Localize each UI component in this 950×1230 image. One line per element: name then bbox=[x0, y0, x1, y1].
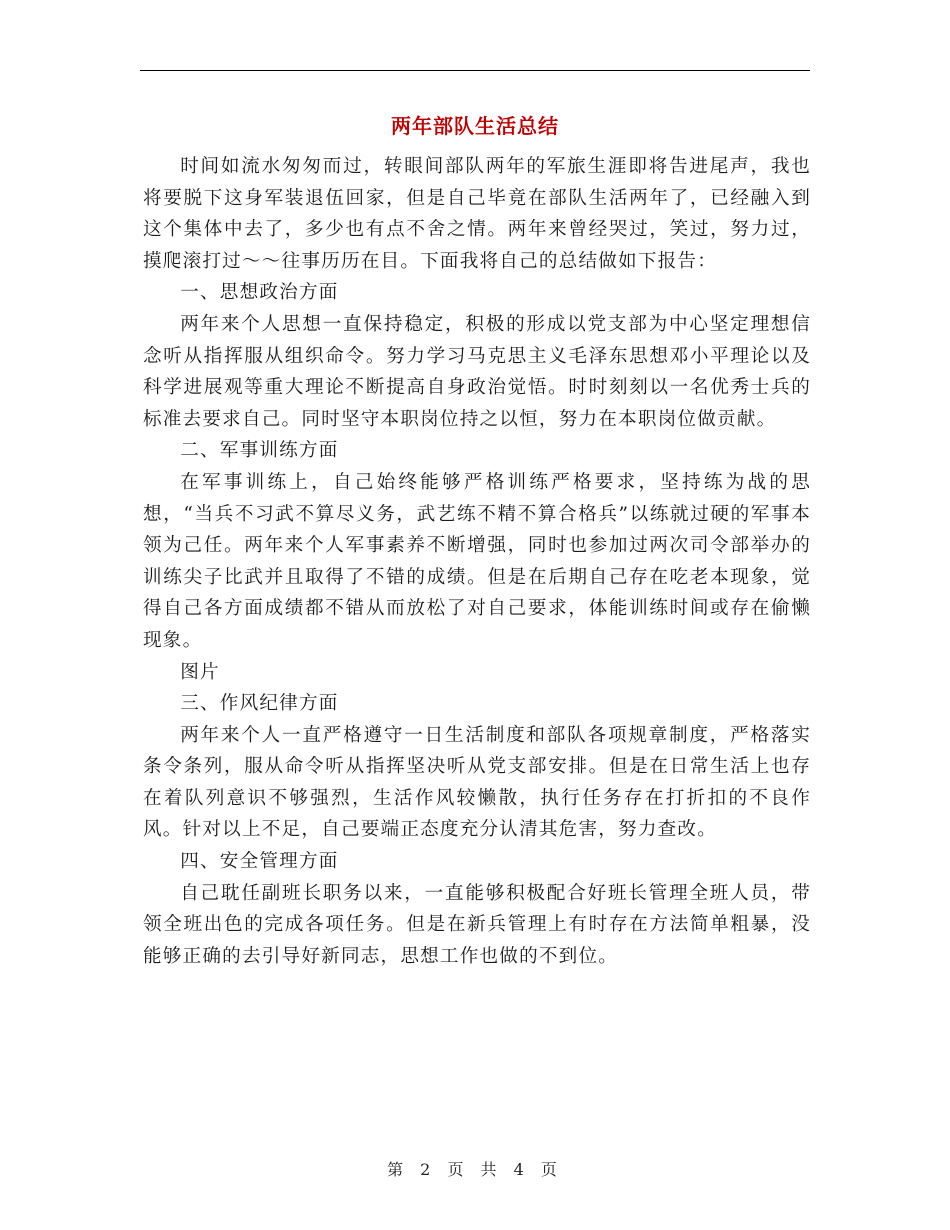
section-heading-political: 一、思想政治方面 bbox=[180, 282, 339, 304]
safety-paragraph: 自己耽任副班长职务以来，一直能够积极配合好班长管理全班人员，带领全班出色的完成各项任务。但是在新兵管理上有时存在方法简单粗暴，没能够正确的去引导好新同志，思想工作也做的不到位。 bbox=[143, 882, 811, 967]
section-heading-safety: 四、安全管理方面 bbox=[180, 851, 339, 873]
header-rule bbox=[140, 70, 810, 71]
training-paragraph: 在军事训练上，自己始终能够严格训练严格要求，坚持练为战的思想，“当兵不习武不算尽义务，武艺练不精不算合格兵”以练就过硬的军事本领为己任。两年来个人军事素养不断增强，同时也参加过两次司令部举办的训练尖子比武并且取得了不错的成绩。但是在后期自己存在吃老本现象，觉得自己各方面成绩都不错从而放松了对自己要求，体能训练时间或存在偷懒现象。 bbox=[143, 471, 811, 651]
document-body bbox=[143, 151, 811, 972]
image-placeholder-text: 图片 bbox=[180, 661, 220, 683]
section-heading-training: 二、军事训练方面 bbox=[180, 440, 339, 462]
intro-paragraph: 时间如流水匆匆而过，转眼间部队两年的军旅生涯即将告进尾声，我也将要脱下这身军装退伍回家，但是自己毕竟在部队生活两年了，已经融入到这个集体中去了，多少也有点不舍之情。两年来曾经哭过，笑过，努力过，摸爬滚打过～～往事历历在目。下面我将自己的总结做如下报告： bbox=[143, 156, 811, 272]
document-title: 两年部队生活总结 bbox=[391, 114, 559, 138]
section-heading-discipline: 三、作风纪律方面 bbox=[180, 693, 339, 715]
political-paragraph: 两年来个人思想一直保持稳定，积极的形成以党支部为中心坚定理想信念听从指挥服从组织命令。努力学习马克思主义毛泽东思想邓小平理论以及科学进展观等重大理论不断提高自身政治觉悟。时时刻刻以一名优秀士兵的标准去要求自己。同时坚守本职岗位持之以恒，努力在本职岗位做贡献。 bbox=[143, 313, 811, 430]
page-number-footer: 第 2 页 共 4 页 bbox=[387, 1160, 563, 1179]
discipline-paragraph: 两年来个人一直严格遵守一日生活制度和部队各项规章制度，严格落实条令条列，服从命令听从指挥坚决听从党支部安排。但是在日常生活上也存在着队列意识不够强烈，生活作风较懒散，执行任务存在打折扣的不良作风。针对以上不足，自己要端正态度充分认清其危害，努力查改。 bbox=[143, 724, 811, 841]
